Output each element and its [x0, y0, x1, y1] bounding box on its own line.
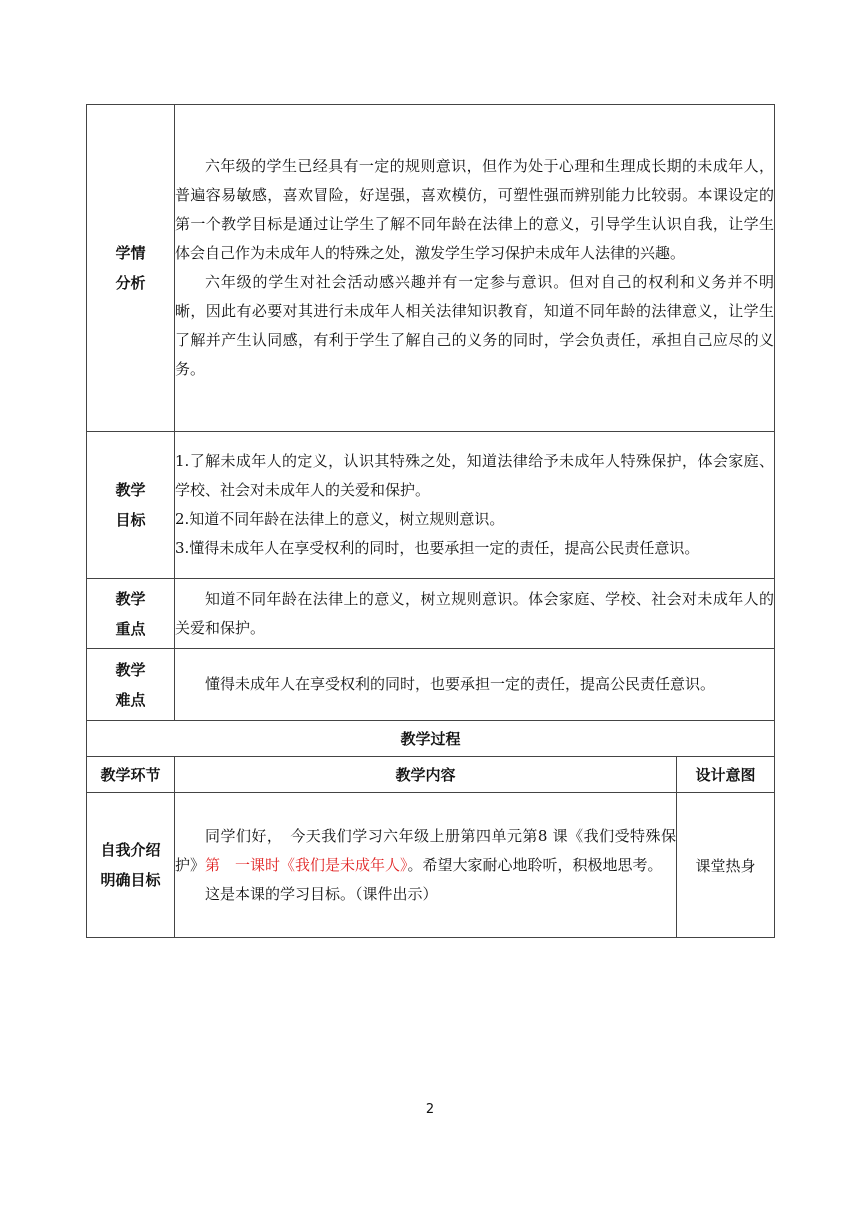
analysis-label: 学情 分析: [87, 105, 175, 432]
col-stage-header: 教学环节: [87, 757, 175, 793]
objective-item-3: 3.懂得未成年人在享受权利的同时，也要承担一定的责任，提高公民责任意识。: [175, 539, 700, 557]
objectives-label: 教学 目标: [87, 432, 175, 579]
objectives-content: [175, 432, 775, 579]
intent-cell: 课堂热身: [677, 793, 775, 938]
content-cell: [175, 793, 677, 938]
analysis-paragraph-1: 六年级的学生已经具有一定的规则意识，但作为处于心理和生理成长期的未成年人，普遍容易敏感，喜欢冒险，好逞强，喜欢模仿，可塑性强而辨别能力比较弱。本课设定的第一个教学目标是通过让学生了解不同年龄在法律上的意义，引导学生认识自我，让学生体会自己作为未成年人的特殊之处，激发学生学习保护未成年人法律的兴趣。: [175, 157, 774, 262]
col-content-header: 教学内容: [175, 757, 677, 793]
difficulties-label: 教学 难点: [87, 649, 175, 721]
content-paragraph-1: 同学们好， 今天我们学习六年级上册第四单元第8 课《我们受特殊保护》第 一课时《我们是未成年人》。希望大家耐心地聆听，积极地思考。: [175, 826, 676, 874]
col-intent-header: 设计意图: [677, 757, 775, 793]
content-paragraph-2: 这是本课的学习目标。（课件出示）: [205, 884, 438, 903]
key-points-row: [87, 579, 775, 649]
key-points-content: 知道不同年龄在法律上的意义，树立规则意识。体会家庭、学校、社会对未成年人的关爱和保护。: [175, 579, 775, 649]
page-number: 2: [425, 1102, 435, 1117]
analysis-paragraph-2: 六年级的学生对社会活动感兴趣并有一定参与意识。但对自己的权利和义务并不明晰，因此有必要对其进行未成年人相关法律知识教育，知道不同年龄的法律意义，让学生了解并产生认同感，有利于学生了解自己的义务的同时，学会负责任，承担自己应尽的义务。: [175, 273, 774, 378]
analysis-row: [87, 105, 775, 432]
process-title: 教学过程: [87, 721, 775, 757]
stage-cell: 自我介绍 明确目标: [87, 793, 175, 938]
process-row-1: [87, 793, 775, 938]
key-points-label: 教学 重点: [87, 579, 175, 649]
objective-item-2: 2.知道不同年龄在法律上的意义，树立规则意识。: [175, 510, 505, 528]
objective-item-1: 1.了解未成年人的定义，认识其特殊之处，知道法律给予未成年人特殊保护，体会家庭、学校、社会对未成年人的关爱和保护。: [175, 452, 774, 499]
difficulties-content: 懂得未成年人在享受权利的同时，也要承担一定的责任，提高公民责任意识。: [175, 649, 775, 721]
process-title-row: [87, 721, 775, 757]
analysis-content: [175, 105, 775, 432]
lesson-title-highlight: 第 一课时《我们是未成年人》: [205, 855, 408, 874]
lesson-plan-table: [86, 104, 775, 938]
process-header-row: [87, 757, 775, 793]
difficulties-row: [87, 649, 775, 721]
objectives-row: [87, 432, 775, 579]
